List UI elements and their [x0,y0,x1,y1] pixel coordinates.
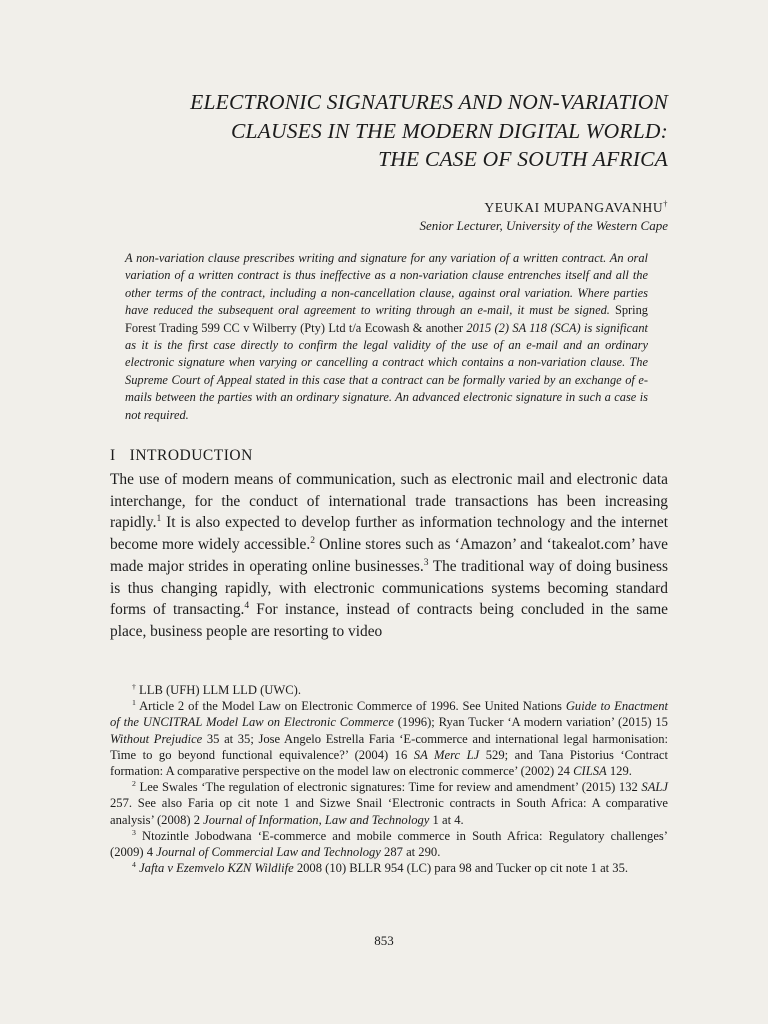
author-name [484,200,668,216]
abstract [125,250,648,424]
footnote-ref-2: 2 [310,534,315,546]
footnote-text: 35 at 35; Jose Angelo Estrella Faria ‘E-commerce and international legal harmonisation: Time to go beyond functional equivalence?’ (2004) 16 [110,731,668,762]
footnote-ref-3: 3 [423,556,429,568]
section-number: I [110,447,116,464]
footnote-text: 257. See also Faria op cit note 1 and Sizwe Snail ‘Electronic contracts in South Africa: A comparative analysis’ (2008) 2 [110,796,668,827]
footnote-mark: 2 [132,779,136,789]
footnote-mark: 4 [132,860,136,870]
author-name-text: YEUKAI MUPANGAVANHU [484,200,664,215]
footnote-text: 287 at 290. [380,845,441,860]
footnote-text: 2008 (10) BLLR 954 (LC) para 98 and Tucker op cit note 1 at 35. [293,861,629,876]
footnote-citation: Journal of Commercial Law and Technology [156,845,381,860]
footnote-text: (1996); Ryan Tucker ‘A modern variation’ (2015) 15 [393,715,668,730]
footnote-text: 529; and Tana Pistorius ‘Contract formation: A comparative perspective on the model law on electronic commerce’ (2002) 24 [110,747,668,779]
footnote-citation: Guide to Enactment of the UNCITRAL Model Law on Electronic Commerce [110,699,668,730]
footnote-text: Article 2 of the Model Law on Electronic Commerce of 1996. See United Nations [135,699,566,714]
body-sentence-5: For instance, instead of contracts being concluded in the same place, business people are resorting to video [110,601,669,640]
body-sentence-1: The use of modern means of communication, such as electronic mail and electronic data interchange, for the conduct of international trade transactions has been increasing rapidly. [110,471,668,532]
body-sentence-3: Online stores such as ‘Amazon’ and ‘takealot.com’ have made major strides in operating online businesses. [110,536,669,575]
footnote-mark: † [132,681,136,691]
author-footnote-mark: † [663,199,668,209]
body-paragraph [110,469,668,643]
footnote-citation: SALJ [641,780,668,795]
footnote-2 [110,779,668,828]
footnote-text: Lee Swales ‘The regulation of electronic signatures: Time for review and amendment’ (2015) 132 [135,780,642,795]
footnote-citation: Jafta v Ezemvelo KZN Wildlife [139,861,294,876]
footnote-citation: CILSA [573,764,607,779]
footnote-text: 129. [606,764,632,779]
footnote-mark: 1 [132,698,136,708]
abstract-part-2: 2015 (2) SA 118 (SCA) is significant as it is the first case directly to confirm the legal validity of the use of an e-mail and an ordinary electronic signature when varying or cancelling a contract which contains a non-variation clause. The Supreme Court of Appeal stated in this case that a contract can be formally varied by an exchange of e-mails between the parties with an ordinary signature. An advanced electronic signature in such a case is not required. [125,320,648,422]
footnote-text: 1 at 4. [429,812,464,827]
footnote-ref-4: 4 [244,600,250,612]
abstract-case-name: Spring Forest Trading 599 CC v Wilberry (Pty) Ltd t/a Ecowash & another [125,303,648,335]
author-affiliation: Senior Lecturer, University of the Western Cape [419,218,668,233]
article-title: ELECTRONIC SIGNATURES AND NON-VARIATION CLAUSES IN THE MODERN DIGITAL WORLD: THE CASE OF SOUTH AFRICA [190,90,668,171]
body-sentence-2: It is also expected to develop further as information technology and the internet become more widely accessible. [110,514,668,554]
body-sentence-4: The traditional way of doing business is thus changing rapidly, with electronic communications systems becoming standard forms of transacting. [110,557,669,619]
section-heading [110,447,253,465]
footnote-3 [110,828,668,860]
footnote-1 [110,698,668,779]
footnote-mark: 3 [132,827,136,837]
footnote-text: Ntozintle Jobodwana ‘E-commerce and mobile commerce in South Africa: Regulatory challenges’ (2009) 4 [110,828,668,860]
footnotes [110,682,668,876]
footnote-citation: Journal of Information, Law and Technology [203,812,430,827]
footnote-text: LLB (UFH) LLM LLD (UWC). [135,683,301,697]
footnote-dagger [110,682,668,698]
footnote-ref-1: 1 [156,513,162,525]
footnote-citation: Without Prejudice [110,731,203,746]
page-number: 853 [374,933,394,948]
abstract-part-1: A non-variation clause prescribes writing and signature for any variation of a written contract. An oral variation of a written contract is thus ineffective as a non-variation clause entrenches itself and all the other terms of the contract, including a non-cancellation clause, against oral variation. Where parties have reduced the subsequent oral agreement to writing through an e-mail, it must be signed. [125,251,648,318]
footnote-4 [110,860,668,876]
section-title: INTRODUCTION [129,447,253,464]
footnote-citation: SA Merc LJ [413,747,480,762]
